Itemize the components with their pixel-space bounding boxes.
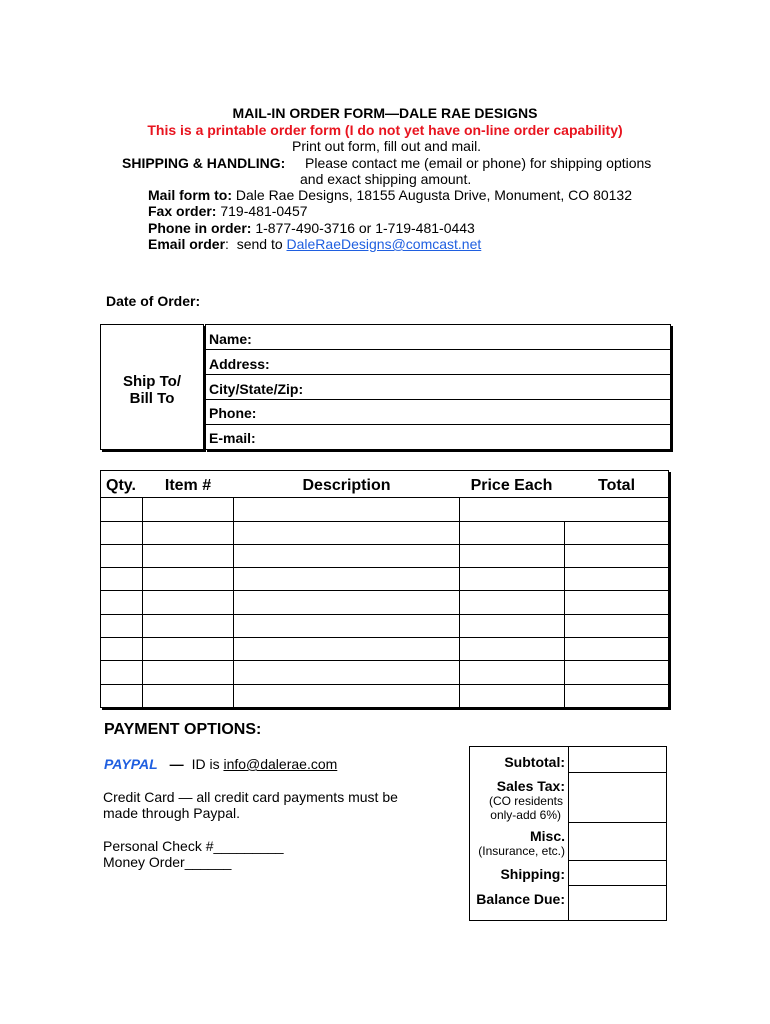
fax-line xyxy=(148,203,308,219)
paypal-text: ID is xyxy=(191,756,224,772)
form-subtitle: This is a printable order form (I do not yet have on-line order capability) xyxy=(147,122,623,138)
personal-check-line: Personal Check #_________ xyxy=(103,838,284,854)
phone-field[interactable]: Phone: xyxy=(209,405,257,421)
date-of-order-label: Date of Order: xyxy=(106,293,201,309)
instructions-text: Print out form, fill out and mail. xyxy=(292,138,482,154)
email-label: Email order xyxy=(148,236,226,252)
misc-note: (Insurance, etc.) xyxy=(478,844,565,858)
email-prefix: : send to xyxy=(225,236,287,252)
phone-label: Phone in order: xyxy=(148,220,252,236)
price-each-header: Price Each xyxy=(470,477,553,494)
name-field[interactable]: Name: xyxy=(209,331,252,347)
shipping-label: SHIPPING & HANDLING: xyxy=(122,155,286,171)
paypal-line xyxy=(104,756,337,772)
paypal-label: PAYPAL xyxy=(104,756,158,772)
credit-card-line2: made through Paypal. xyxy=(103,805,240,821)
shipping-text-2: and exact shipping amount. xyxy=(300,171,472,187)
money-order-line: Money Order______ xyxy=(103,854,232,870)
form-title: MAIL-IN ORDER FORM—DALE RAE DESIGNS xyxy=(232,105,538,121)
email-link[interactable]: DaleRaeDesigns@comcast.net xyxy=(286,236,482,252)
ship-to-shadow-bottom xyxy=(102,450,206,452)
balance-due-label: Balance Due: xyxy=(476,891,565,907)
items-table xyxy=(100,470,669,708)
shipping-total-label: Shipping: xyxy=(500,866,565,882)
paypal-dash: — xyxy=(169,756,184,772)
address-field[interactable]: Address: xyxy=(209,356,270,372)
ship-to-box xyxy=(100,324,204,450)
paypal-email-link[interactable]: info@dalerae.com xyxy=(223,756,338,772)
shipping-text-1: Please contact me (email or phone) for shipping options xyxy=(305,155,652,171)
phone-number: 1-877-490-3716 or 1-719-481-0443 xyxy=(255,220,475,236)
bill-to-label: Bill To xyxy=(129,390,175,407)
subtotal-label: Subtotal: xyxy=(504,754,565,770)
phone-line xyxy=(148,220,475,236)
description-header: Description xyxy=(302,477,391,494)
sales-tax-label: Sales Tax: xyxy=(496,778,565,794)
email-line xyxy=(148,236,481,252)
item-number-header: Item # xyxy=(164,477,212,494)
email-field[interactable]: E-mail: xyxy=(209,430,256,446)
credit-card-line1: Credit Card — all credit card payments must be xyxy=(103,789,398,805)
mail-address: Dale Rae Designs, 18155 Augusta Drive, Monument, CO 80132 xyxy=(235,187,633,203)
sales-tax-note1: (CO residents xyxy=(488,794,563,808)
mail-label: Mail form to: xyxy=(148,187,232,203)
mail-line xyxy=(148,187,632,203)
fax-label: Fax order: xyxy=(148,203,217,219)
payment-options-title: PAYMENT OPTIONS: xyxy=(104,721,262,738)
qty-header: Qty. xyxy=(106,477,136,494)
total-header: Total xyxy=(597,477,636,494)
ship-to-label: Ship To/ xyxy=(122,373,182,390)
misc-label: Misc. xyxy=(529,828,565,844)
city-state-zip-field[interactable]: City/State/Zip: xyxy=(209,381,304,397)
sales-tax-note2: only-add 6%) xyxy=(490,808,561,822)
fax-number: 719-481-0457 xyxy=(220,203,308,219)
